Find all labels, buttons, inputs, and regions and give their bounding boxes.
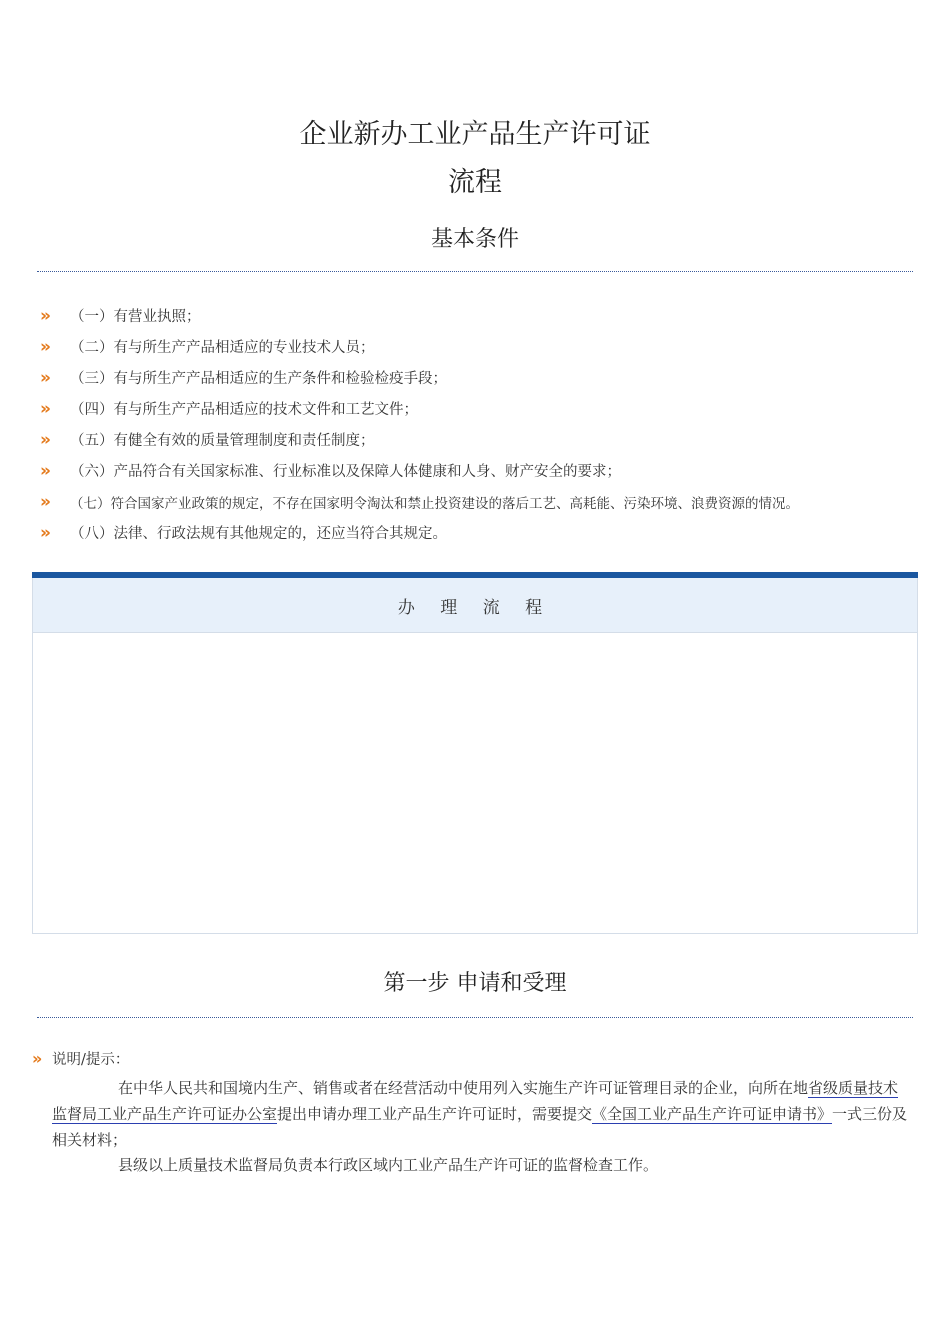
note-heading xyxy=(32,1048,129,1069)
supervision-note: 县级以上质量技术监督局负责本行政区域内工业产品生产许可证的监督检查工作。 xyxy=(118,1156,659,1174)
application-form-link[interactable]: 《全国工业产品生产许可证申请书》 xyxy=(592,1105,833,1123)
double-chevron-right-icon: » xyxy=(40,460,47,481)
condition-text: （一）有营业执照； xyxy=(70,309,201,325)
double-chevron-right-icon: » xyxy=(40,491,47,512)
page-subtitle: 流程 xyxy=(448,167,502,198)
note-label: 说明/提示： xyxy=(52,1052,130,1068)
step1-title: 第一步 申请和受理 xyxy=(383,971,567,996)
para-text: 一式三份及相关材料； xyxy=(52,1105,908,1149)
list-item xyxy=(40,517,920,548)
process-panel xyxy=(32,572,918,934)
condition-text: （六）产品符合有关国家标准、行业标准以及保障人体健康和人身、财产安全的要求； xyxy=(70,464,621,480)
condition-text: （二）有与所生产产品相适应的专业技术人员； xyxy=(70,340,375,356)
list-item xyxy=(40,331,920,362)
condition-text: （七）符合国家产业政策的规定，不存在国家明令淘汰和禁止投资建设的落后工艺、高耗能、污染环境、浪费资源的情况。 xyxy=(70,495,799,512)
para-text: 提出申请办理工业产品生产许可证时，需要提交 xyxy=(277,1105,593,1123)
page-title: 企业新办工业产品生产许可证 xyxy=(299,119,651,150)
condition-text: （三）有与所生产产品相适应的生产条件和检验检疫手段； xyxy=(70,371,447,387)
divider xyxy=(37,1017,913,1018)
list-item xyxy=(40,362,920,393)
condition-text: （八）法律、行政法规有其他规定的，还应当符合其规定。 xyxy=(70,526,447,542)
double-chevron-right-icon: » xyxy=(40,336,47,357)
list-item xyxy=(40,455,920,486)
list-item xyxy=(40,424,920,455)
divider xyxy=(37,271,913,272)
double-chevron-right-icon: » xyxy=(40,429,47,450)
conditions-list xyxy=(40,300,920,548)
double-chevron-right-icon: » xyxy=(40,305,47,326)
provincial-license-office-link[interactable]: 省级质量技术监督局工业产品生产许可证办公室 xyxy=(52,1079,899,1123)
list-item xyxy=(40,300,920,331)
process-panel-header: 办 理 流 程 xyxy=(33,578,917,633)
condition-text: （四）有与所生产产品相适应的技术文件和工艺文件； xyxy=(70,402,418,418)
condition-text: （五）有健全有效的质量管理制度和责任制度； xyxy=(70,433,375,449)
section-title-basic-conditions: 基本条件 xyxy=(430,227,519,252)
double-chevron-right-icon: » xyxy=(40,398,47,419)
double-chevron-right-icon: » xyxy=(40,367,47,388)
list-item xyxy=(40,486,920,517)
list-item xyxy=(40,393,920,424)
double-chevron-right-icon: » xyxy=(40,522,47,543)
para-text: 在中华人民共和国境内生产、销售或者在经营活动中使用列入实施生产许可证管理目录的企业，向所在地 xyxy=(118,1079,809,1097)
step1-description xyxy=(52,1075,908,1153)
double-chevron-right-icon: » xyxy=(32,1049,39,1068)
